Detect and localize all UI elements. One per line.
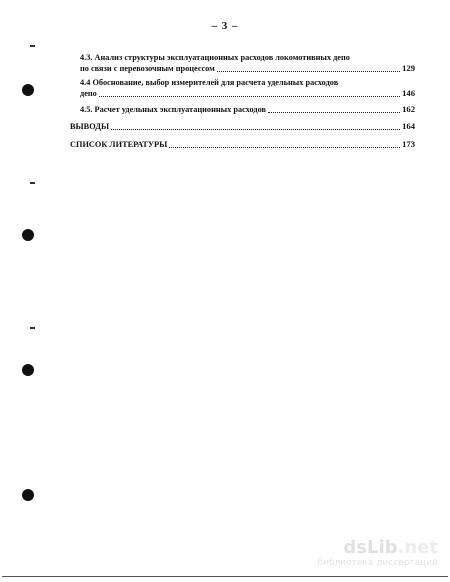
toc-entry-title-cont: депо	[80, 89, 97, 98]
watermark-logo	[318, 538, 438, 558]
toc-line	[70, 139, 415, 150]
toc-page-number: 129	[402, 63, 415, 73]
watermark-logo-main: dsLib	[343, 537, 398, 558]
toc-line	[80, 88, 415, 99]
toc-line	[80, 52, 415, 63]
toc-line	[80, 77, 415, 88]
punch-hole	[22, 364, 34, 376]
toc-entry-title: 4.3. Анализ структуры эксплуатационных расходов локомотивных депо	[80, 53, 350, 62]
toc-line	[80, 104, 415, 115]
toc-entry-title: ВЫВОДЫ	[70, 122, 110, 131]
punch-hole	[22, 489, 34, 501]
dot-leader	[111, 128, 400, 130]
toc-entry-4-4	[80, 77, 415, 99]
toc-line	[70, 121, 415, 132]
punch-hole	[22, 84, 34, 96]
dot-leader	[99, 95, 400, 97]
toc-page-number: 173	[402, 139, 415, 149]
toc-page-number: 164	[402, 121, 415, 131]
dot-leader	[268, 111, 400, 113]
scan-mark	[30, 45, 35, 47]
watermark-tagline: библиотека диссертаций	[317, 558, 438, 568]
punch-hole	[22, 229, 34, 241]
toc-line	[80, 63, 415, 74]
scan-edge-line	[2, 576, 448, 577]
toc-entry-4-5	[80, 104, 415, 115]
toc-entry-title: 4.5. Расчет удельных эксплуатационных расходов	[80, 105, 267, 114]
toc-page-number: 162	[402, 104, 415, 114]
toc-entry-conclusions	[70, 121, 415, 132]
watermark-logo-tld: .net	[397, 537, 438, 558]
page-number: – 3 –	[211, 20, 239, 32]
scan-mark	[30, 327, 35, 329]
toc-entry-title: 4.4 Обоснование, выбор измерителей для расчета удельных расходов	[80, 78, 339, 87]
toc-entry-references	[70, 139, 415, 150]
watermark	[318, 538, 438, 568]
dot-leader	[169, 146, 400, 148]
toc-entry-title: СПИСОК ЛИТЕРАТУРЫ	[70, 140, 168, 149]
toc-entry-title-cont: по связи с перевозочным процессом	[80, 64, 215, 73]
scan-mark	[30, 182, 35, 184]
dot-leader	[217, 70, 400, 72]
toc-page-number: 146	[402, 88, 415, 98]
toc-entry-4-3	[80, 52, 415, 74]
